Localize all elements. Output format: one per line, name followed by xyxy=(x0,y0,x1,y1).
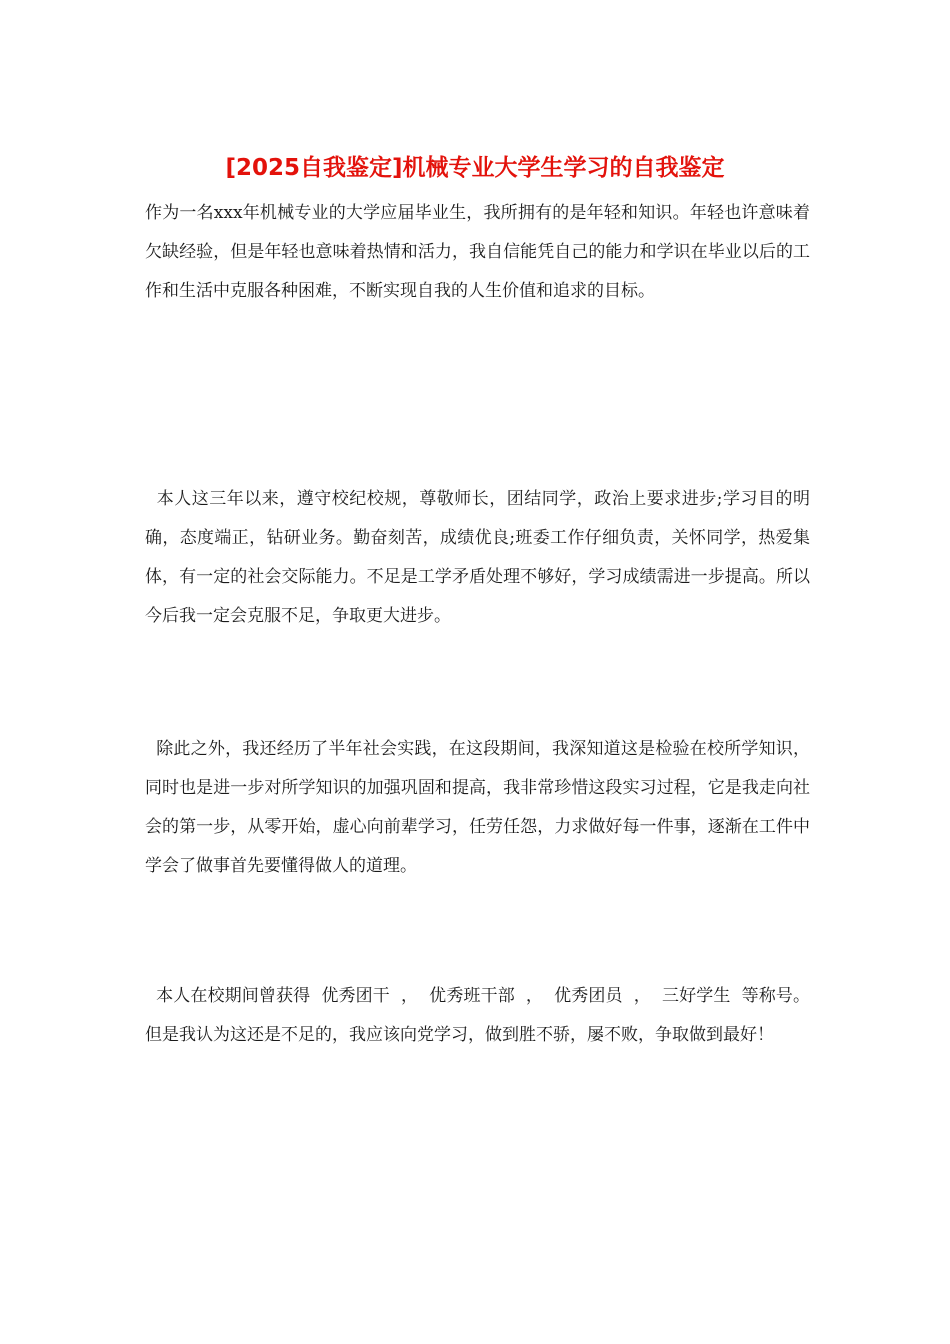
document-title: [2025自我鉴定]机械专业大学生学习的自我鉴定 xyxy=(225,155,725,181)
paragraph-social-practice: 除此之外，我还经历了半年社会实践，在这段期间，我深知道这是检验在校所学知识，同时也是进一步对所学知识的加强巩固和提高，我非常珍惜这段实习过程，它是我走向社会的第一步，从零开始，虚心向前辈学习，任劳任怨，力求做好每一件事，逐渐在工件中学会了做事首先要懂得做人的道理。 xyxy=(145,739,810,876)
paragraph-study-conduct: 本人这三年以来，遵守校纪校规，尊敬师长，团结同学，政治上要求进步;学习目的明确，态度端正，钻研业务。勤奋刻苦，成绩优良;班委工作仔细负责，关怀同学，热爱集体，有一定的社会交际能力。不足是工学矛盾处理不够好，学习成绩需进一步提高。所以今后我一定会克服不足，争取更大进步。 xyxy=(145,489,810,626)
paragraph-intro: 作为一名xxx年机械专业的大学应届毕业生，我所拥有的是年轻和知识。年轻也许意味着欠缺经验，但是年轻也意味着热情和活力，我自信能凭自己的能力和学识在毕业以后的工作和生活中克服各种困难，不断实现自我的人生价值和追求的目标。 xyxy=(145,203,810,301)
paragraph-honors: 本人在校期间曾获得 优秀团干 ， 优秀班干部 ， 优秀团员 ， 三好学生 等称号。但是我认为这还是不足的，我应该向党学习，做到胜不骄，屡不败，争取做到最好！ xyxy=(145,986,810,1045)
